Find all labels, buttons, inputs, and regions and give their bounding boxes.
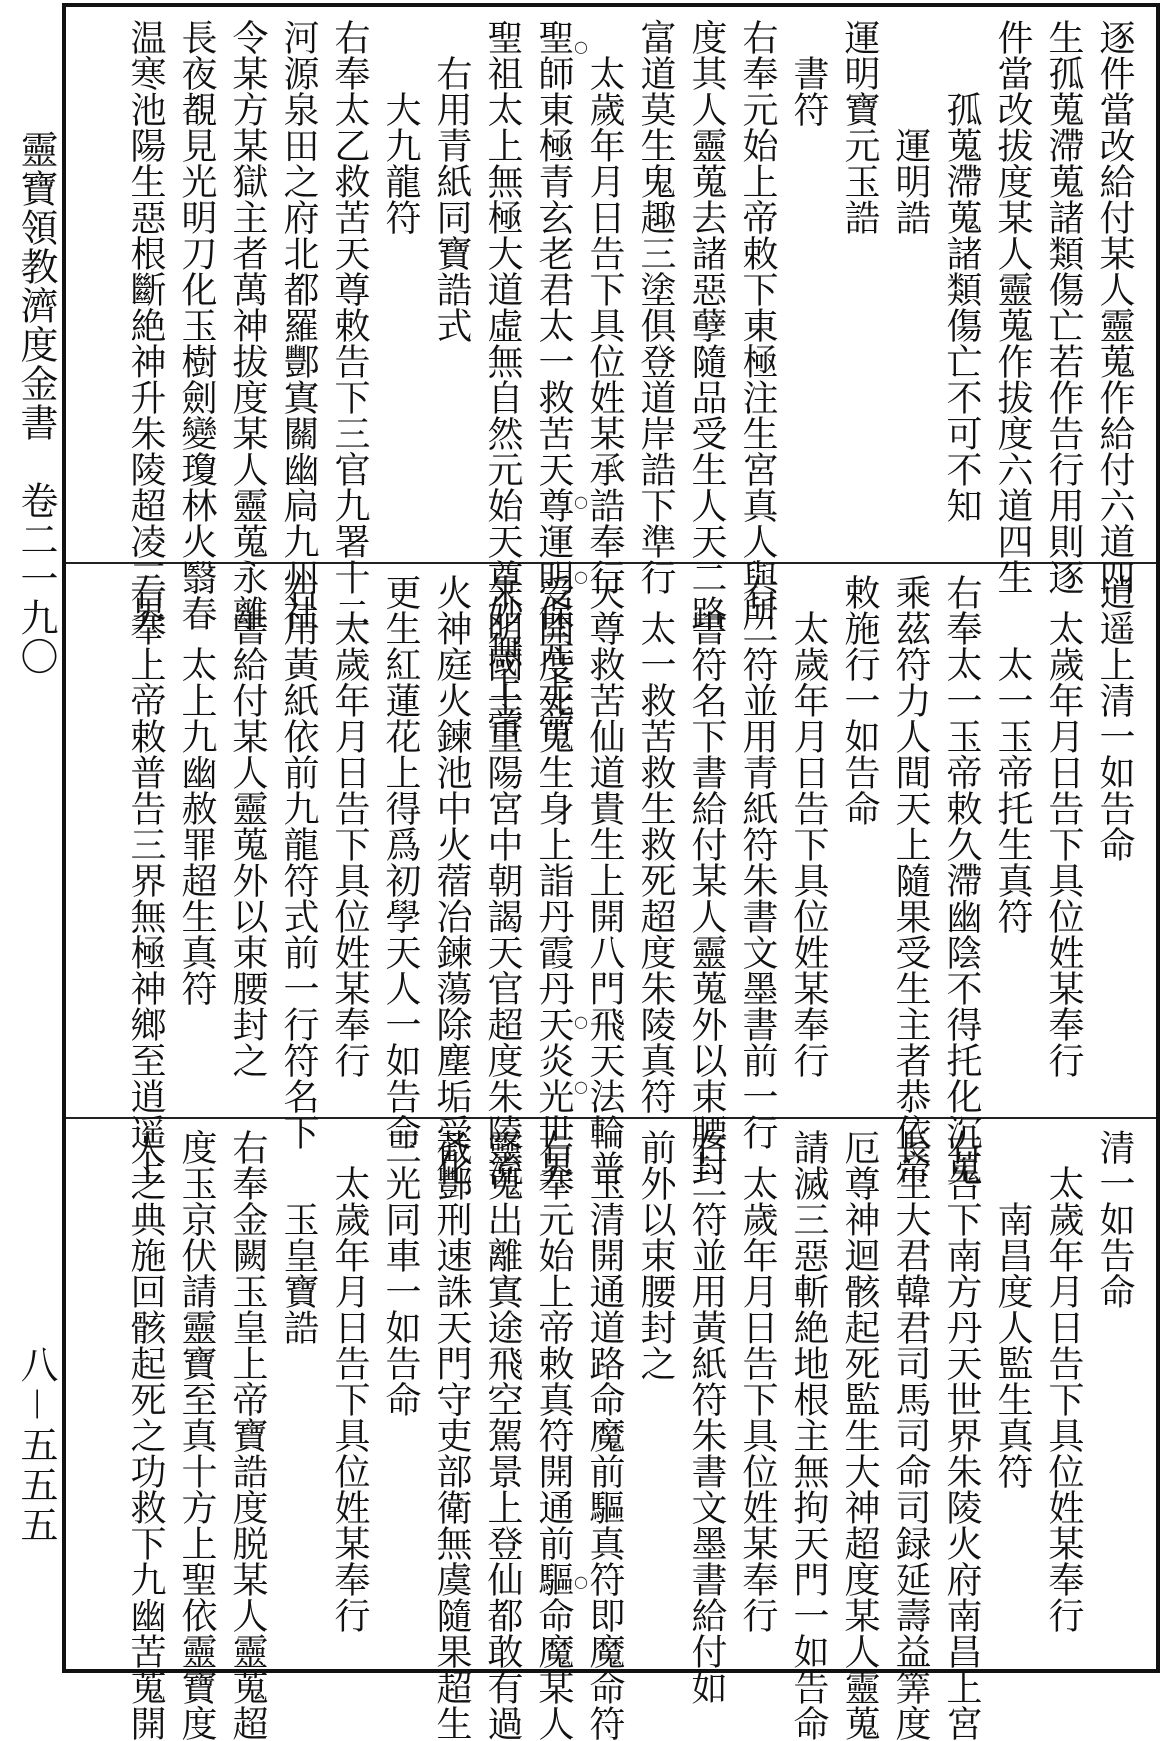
text-column: 三光同車一如告命 — [380, 1129, 421, 1417]
text-column: 温寒池陽生惡根斷絶神升朱陵超凌三界 — [125, 19, 166, 631]
page-frame — [62, 3, 1160, 1741]
punctuation-circle: ○ — [574, 492, 588, 511]
text-column: 右告下南方丹天世界朱陵火府南昌上宮 — [941, 1129, 982, 1741]
text-column: 天尊救苦仙道貴生上開八門飛天法輪普 — [584, 574, 625, 1186]
text-column: 右奉金闕玉皇上帝寶誥度脱某人靈蒐超 — [227, 1129, 268, 1741]
punctuation-circle: ○ — [574, 1012, 588, 1031]
text-column: 逐件當改給付某人靈蒐作給付六道四 — [1094, 19, 1135, 595]
punctuation-circle: ○ — [574, 37, 588, 56]
text-column: 清一如告命 — [1094, 1129, 1135, 1309]
punctuation-circle: ○ — [574, 567, 588, 586]
text-column: 厄尊神迴骸起死監生大神超度某人靈蒐 — [839, 1129, 880, 1741]
text-column: 更生紅蓮花上得爲初學天人一如告命 — [380, 574, 421, 1150]
text-column: 太一玉帝托生真符 — [992, 646, 1033, 934]
text-column: 前外以束腰封之 — [635, 1129, 676, 1381]
text-column: 請滅三惡斬絶地根主無拘天門一如告命 — [788, 1129, 829, 1741]
text-column: 太歲年月日告下具位姓某奉行 — [329, 610, 370, 1078]
text-column: 太歲年月日告下具位姓某奉行 — [1043, 1165, 1084, 1633]
text-column: 受開度死蒐生身上詣丹霞丹天炎光世界 — [533, 574, 574, 1186]
text-column: 運明誥 — [890, 127, 931, 235]
text-column: 逍遥上清一如告命 — [1094, 574, 1135, 862]
text-column: 長生大君韓君司馬司命司録延壽益筭度 — [890, 1129, 931, 1741]
text-column: 聖祖太上無極大道虛無自然元始天尊妙無上帝 — [482, 19, 523, 739]
text-column: 書符 — [788, 55, 829, 127]
band-bottom — [66, 1077, 1156, 1741]
text-column: 生孤蒐滯蒐諸類傷亡若作告行用則逐 — [1043, 19, 1084, 595]
text-column: 太歲年月日告下具位姓某奉行 — [737, 1165, 778, 1633]
text-column: 截酆刑速誅天門守吏部衛無虞隨果超生 — [431, 1129, 472, 1741]
text-column: 玉皇寶誥 — [278, 1201, 319, 1345]
text-column: 右用青紙同寶誥式 — [431, 55, 472, 343]
text-column: 右奉元始上帝敕下東極注生宮真人與所 — [737, 19, 778, 631]
text-column: 孤蒐滯蒐諸類傷亡不可不知 — [941, 91, 982, 523]
punctuation-circle: ○ — [574, 1572, 588, 1591]
text-column: 大九龍符 — [380, 91, 421, 235]
punctuation-circle: ○ — [574, 1077, 588, 1096]
text-column: 件當改拔度某人靈蒐作拔度六道四生 — [992, 19, 1033, 595]
text-column: 敕施行一如告命 — [839, 574, 880, 826]
text-column: 靈蒐出離寘途飛空駕景上登仙都敢有過 — [482, 1129, 523, 1741]
band-middle — [66, 562, 1156, 1186]
text-column: 右用黃紙依前九龍符式前一行符名下 — [278, 574, 319, 1150]
text-column: 火神庭火鍊池中火蓿冶鍊蕩除塵垢受化 — [431, 574, 472, 1186]
text-column: 右二符並用黃紙符朱書文墨書給付如 — [686, 1129, 727, 1705]
text-column: 富道莫生鬼趣三塗俱登道岸誥下準行 — [635, 19, 676, 595]
text-column: 聖師東極青玄老君太一救苦天尊運明保元上帝 — [533, 19, 574, 739]
band-middle-columns — [80, 574, 1140, 1186]
text-column: 長夜覩見光明刀化玉樹劍變瓊林火翳春 — [176, 19, 217, 631]
text-column: 太歲年月日告下具位姓某奉行 — [788, 610, 829, 1078]
text-column: 右奉太乙救苦天尊敕告下三官九署十二 — [329, 19, 370, 631]
band-bottom-columns — [80, 1129, 1140, 1741]
text-column: 太一救苦救生救死超度朱陵真符 — [635, 610, 676, 1114]
text-column: 度玉京伏請靈寶至真十方上聖依靈寶度 — [176, 1129, 217, 1741]
text-column: 右奉元始上帝敕真符開通前驅命魔某人 — [533, 1129, 574, 1741]
text-column: 太上九幽赦罪超生真符 — [176, 646, 217, 1006]
text-column: 太歲年月日告下具位姓某奉行 — [1043, 610, 1084, 1078]
text-column: 河源泉田之府北都羅酆寘關幽扃九州社 — [278, 19, 319, 631]
text-column: 右二符並用青紙符朱書文墨書前一行 — [737, 574, 778, 1150]
text-column: 令某方某獄主者萬神拔度某人靈蒐永離 — [227, 19, 268, 631]
text-column: 度其人靈蒐去諸惡孽隨品受生人天二路 — [686, 19, 727, 631]
text-column: 右奉太一玉帝敕久滯幽陰不得托化沉蒐 — [941, 574, 982, 1186]
text-column: 右奉上帝敕普告三界無極神鄉至逍遥上 — [125, 574, 166, 1186]
text-column: 運明寶元玉誥 — [839, 19, 880, 235]
text-column: 南昌度人監生真符 — [992, 1201, 1033, 1489]
margin-page-number: 八－五五五 — [14, 1345, 58, 1546]
text-column: 朱明國土重陽宮中朝謁天官超度朱陵流 — [482, 574, 523, 1186]
text-column: 玉清開通道路命魔前驅真符即魔命符 — [584, 1165, 625, 1741]
text-column: 書符名下書給付某人靈蒐外以束腰封 — [686, 610, 727, 1186]
text-column: 太歲年月日告下具位姓某奉行 — [329, 1165, 370, 1633]
text-column: 乘茲符力人間天上隨果受生主者恭依帝 — [890, 574, 931, 1186]
text-column: 太歲年月日告下具位姓某承誥奉行 — [584, 55, 625, 595]
text-column: 書給付某人靈蒐外以束腰封之 — [227, 610, 268, 1078]
margin-title: 靈寶領教濟度金書 卷二一九〇 — [14, 130, 58, 676]
text-column: 人之典施回骸起死之功救下九幽苦蒐開 — [125, 1129, 166, 1741]
